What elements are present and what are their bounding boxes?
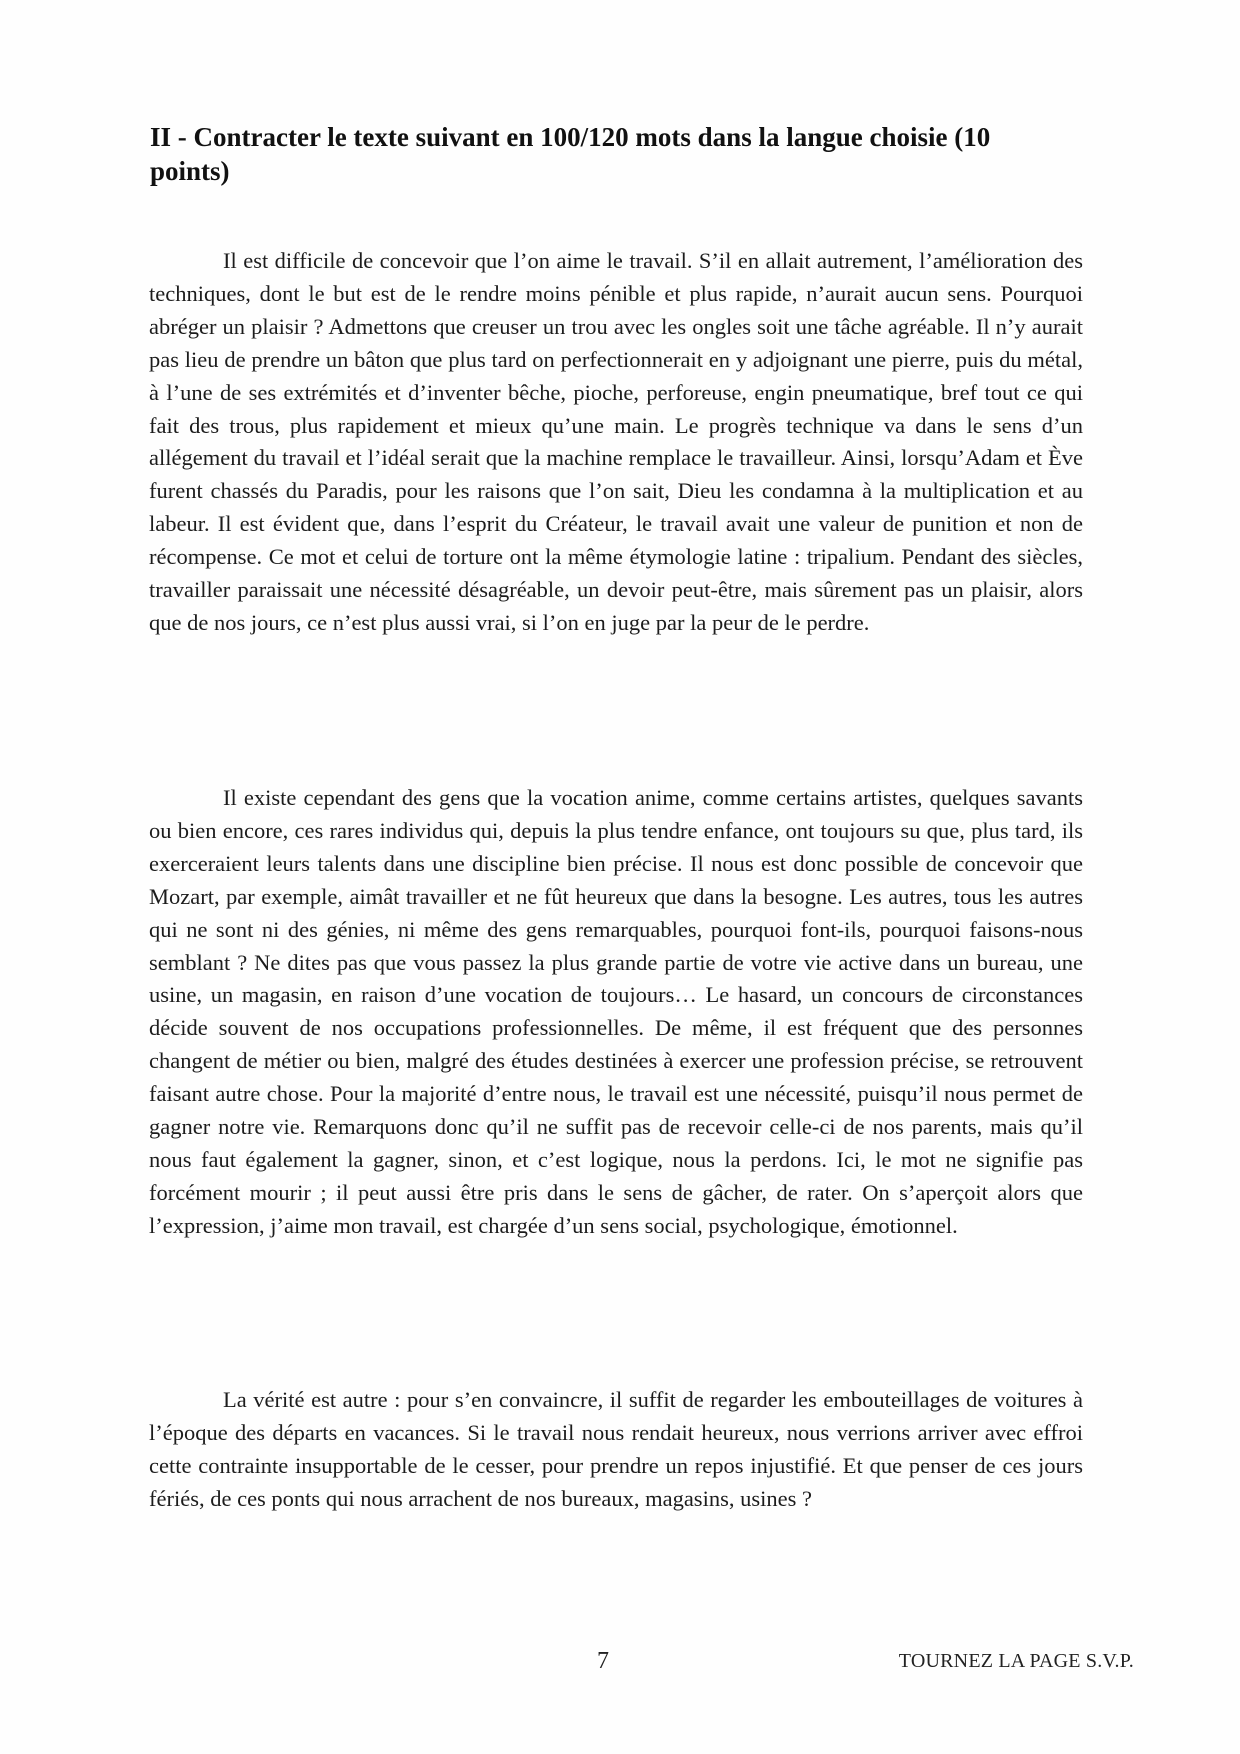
turn-page-note: TOURNEZ LA PAGE S.V.P. (898, 1650, 1134, 1672)
paragraph-3: La vérité est autre : pour s’en convaincre, il suffit de regarder les embouteillages de voitures à l’époque des départs en vacances. Si le travail nous rendait heureux, nous verrions arriver avec effroi cette contrainte insupportable de le cesser, pour prendre un repos injustifié. Et que penser de ces jours fériés, de ces ponts qui nous arrachent de nos bureaux, magasins, usines ? (149, 1387, 1083, 1511)
paragraph-1: Il est difficile de concevoir que l’on aime le travail. S’il en allait autrement, l’amélioration des techniques, dont le but est de le rendre moins pénible et plus rapide, n’aurait aucun sens. Pourquoi abréger un plaisir ? Admettons que creuser un trou avec les ongles soit une tâche agréable. Il n’y aurait pas lieu de prendre un bâton que plus tard on perfectionnerait en y adjoignant une pierre, puis du métal, à l’une de ses extrémités et d’inventer bêche, pioche, perforeuse, engin pneumatique, bref tout ce qui fait des trous, plus rapidement et mieux qu’une main. Le progrès technique va dans le sens d’un allégement du travail et l’idéal serait que la machine remplace le travailleur. Ainsi, lorsqu’Adam et Ève furent chassés du Paradis, pour les raisons que l’on sait, Dieu les condamna à la multiplication et au labeur. Il est évident que, dans l’esprit du Créateur, le travail avait une valeur de punition et non de récompense. Ce mot et celui de torture ont la même étymologie latine : tripalium. Pendant des siècles, travailler paraissait une nécessité désagréable, un devoir peut-être, mais sûrement pas un plaisir, alors que de nos jours, ce n’est plus aussi vrai, si l’on en juge par la peur de le perdre. (149, 248, 1083, 635)
paragraph-2: Il existe cependant des gens que la vocation anime, comme certains artistes, quelques savants ou bien encore, ces rares individus qui, depuis la plus tendre enfance, ont toujours su que, plus tard, ils exerceraient leurs talents dans une discipline bien précise. Il nous est donc possible de concevoir que Mozart, par exemple, aimât travailler et ne fût heureux que dans la besogne. Les autres, tous les autres qui ne sont ni des génies, ni même des gens remarquables, pourquoi font-ils, pourquoi faisons-nous semblant ? Ne dites pas que vous passez la plus grande partie de votre vie active dans un bureau, une usine, un magasin, en raison d’une vocation de toujours… Le hasard, un concours de circonstances décide souvent de nos occupations professionnelles. De même, il est fréquent que des personnes changent de métier ou bien, malgré des études destinées à exercer une profession précise, se retrouvent faisant autre chose. Pour la majorité d’entre nous, le travail est une nécessité, puisqu’il nous permet de gagner notre vie. Remarquons donc qu’il ne suffit pas de recevoir celle-ci de nos parents, mais qu’il nous faut également la gagner, sinon, et c’est logique, nous la perdons. Ici, le mot ne signifie pas forcément mourir ; il peut aussi être pris dans le sens de gâcher, de rater. On s’aperçoit alors que l’expression, j’aime mon travail, est chargée d’un sens social, psychologique, émotionnel. (149, 785, 1083, 1238)
exercise-heading: II - Contracter le texte suivant en 100/120 mots dans la langue choisie (10 points) (150, 122, 991, 186)
page-number: 7 (597, 1648, 609, 1674)
